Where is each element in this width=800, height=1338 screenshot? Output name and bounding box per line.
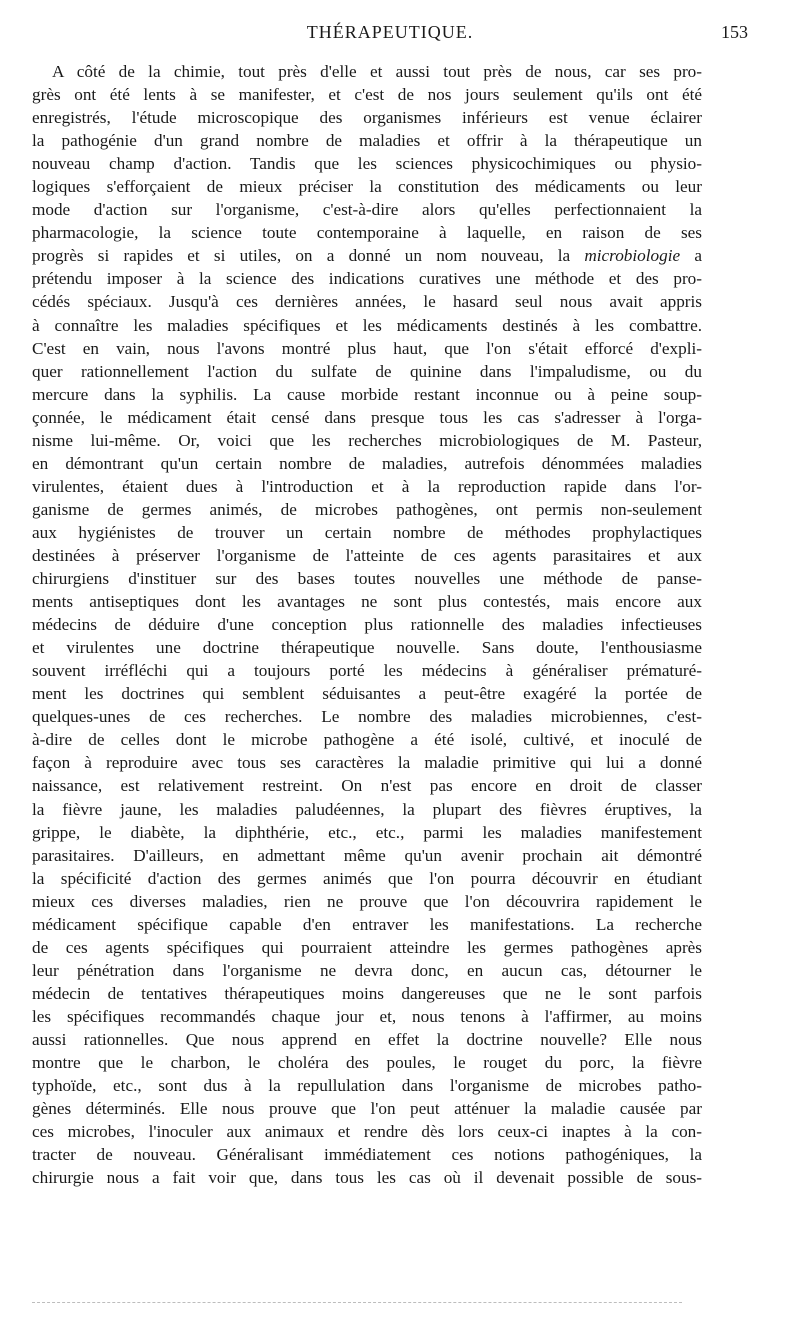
text-line: mode d'action sur l'organisme, c'est-à-dire alors qu'elles perfectionnaient la <box>32 200 702 220</box>
text-line: çonnée, le médicament était censé dans presque tous les cas s'adresser à l'orga- <box>32 407 702 427</box>
text-line: nouveau champ d'action. Tandis que les sciences physicochimiques ou physio- <box>32 154 702 174</box>
text-line: façon à reproduire avec tous ses caractères la maladie primitive qui lui a donné <box>32 753 702 773</box>
text-line: virulentes, étaient dues à l'introduction et à la reproduction rapide dans l'or- <box>32 476 702 496</box>
footer-rule <box>32 1302 682 1303</box>
text-line: la pathogénie d'un grand nombre de maladies et offrir à la thérapeutique un <box>32 131 702 151</box>
text-line: montre que le charbon, le choléra des poules, le rouget du porc, la fièvre <box>32 1053 702 1073</box>
text-line: logiques s'efforçaient de mieux préciser la constitution des médicaments ou leur <box>32 177 702 197</box>
running-header <box>40 16 748 44</box>
text-line: grippe, le diabète, la diphthérie, etc., etc., parmi les maladies manifestement <box>32 822 702 842</box>
text-line: de ces agents spécifiques qui pourraient atteindre les germes pathogènes après <box>32 937 702 957</box>
text-line: typhoïde, etc., sont dus à la repullulation dans l'organisme de microbes patho- <box>32 1076 702 1096</box>
text-line: gènes déterminés. Elle nous prouve que l'on peut atténuer la maladie causée par <box>32 1099 702 1119</box>
text-line: cédés spéciaux. Jusqu'à ces dernières années, le hasard seul nous avait appris <box>32 292 702 312</box>
text-line: quelques-unes de ces recherches. Le nombre des maladies microbiennes, c'est- <box>32 707 702 727</box>
text-line: enregistrés, l'étude microscopique des organismes inférieurs est venue éclairer <box>32 108 702 128</box>
text-line: leur pénétration dans l'organisme ne devra donc, en aucun cas, détourner le <box>32 960 702 980</box>
text-line: chirurgiens d'instituer sur des bases toutes nouvelles une méthode de panse- <box>32 569 702 589</box>
text-line: en démontrant qu'un certain nombre de maladies, autrefois dénommées maladies <box>32 453 702 473</box>
text-line: ment les doctrines qui semblent séduisantes a peut-être exagéré la portée de <box>32 684 702 704</box>
text-line: aux hygiénistes de trouver un certain nombre de méthodes prophylactiques <box>32 522 702 542</box>
text-line: la spécificité d'action des germes animés que l'on pourra découvrir en étudiant <box>32 868 702 888</box>
text-line: ces microbes, l'inoculer aux animaux et rendre dès lors ceux-ci inaptes à la con- <box>32 1122 702 1142</box>
text-line: à connaître les maladies spécifiques et les médicaments destinés à les combattre. <box>32 315 702 335</box>
text-line: grès ont été lents à se manifester, et c'est de nos jours seulement qu'ils ont été <box>32 85 702 105</box>
text-line: les spécifiques recommandés chaque jour et, nous tenons à l'affirmer, au moins <box>32 1006 702 1026</box>
text-line: destinées à préserver l'organisme de l'atteinte de ces agents parasitaires et aux <box>32 545 702 565</box>
text-line: médecin de tentatives thérapeutiques moins dangereuses que ne le sont parfois <box>32 983 702 1003</box>
text-line: nisme lui-même. Or, voici que les recherches microbiologiques de M. Pasteur, <box>32 430 702 450</box>
text-line: A côté de la chimie, tout près d'elle et aussi tout près de nous, car ses pro- <box>52 62 702 81</box>
text-line: ments antiseptiques dont les avantages ne sont plus contestés, mais encore aux <box>32 592 702 612</box>
text-line: ganisme de germes animés, de microbes pathogènes, ont permis non-seulement <box>32 499 702 519</box>
text-line: chirurgie nous a fait voir que, dans tous les cas où il devenait possible de sous- <box>32 1168 702 1188</box>
text-line: parasitaires. D'ailleurs, en admettant même qu'un avenir prochain ait démontré <box>32 845 702 865</box>
text-line: médecins de déduire d'une conception plus rationnelle des maladies infectieuses <box>32 615 702 635</box>
text-line: mieux ces diverses maladies, rien ne prouve que l'on découvrira rapidement le <box>32 891 702 911</box>
text-line: quer rationnellement l'action du sulfate de quinine dans l'impaludisme, ou du <box>32 361 702 381</box>
text-line: aussi rationnelles. Que nous apprend en effet la doctrine nouvelle? Elle nous <box>32 1029 702 1049</box>
text-line: mercure dans la syphilis. La cause morbide restant inconnue ou à peine soup- <box>32 384 702 404</box>
text-line: prétendu imposer à la science des indications curatives une méthode et des pro- <box>32 269 702 289</box>
body-text <box>32 60 702 1189</box>
emphasized-term: microbiologie <box>584 246 681 266</box>
text-line: tracter de nouveau. Généralisant immédiatement ces notions pathogéniques, la <box>32 1145 702 1165</box>
text-line: naissance, est relativement restreint. On n'est pas encore en droit de classer <box>32 776 702 796</box>
text-line: et virulentes une doctrine thérapeutique nouvelle. Sans doute, l'enthousiasme <box>32 638 702 658</box>
text-line: pharmacologie, la science toute contemporaine à laquelle, en raison de ses <box>32 223 702 243</box>
text-line: souvent irréfléchi qui a toujours porté les médecins à généraliser prématuré- <box>32 661 702 681</box>
text-line: la fièvre jaune, les maladies paludéennes, la plupart des fièvres éruptives, la <box>32 799 702 819</box>
text-line: à-dire de celles dont le microbe pathogène a été isolé, cultivé, et inoculé de <box>32 730 702 750</box>
running-title: THÉRAPEUTIQUE. <box>306 22 474 42</box>
text-line: C'est en vain, nous l'avons montré plus haut, que l'on s'était efforcé d'expli- <box>32 338 702 358</box>
text-line: médicament spécifique capable d'en entraver les manifestations. La recherche <box>32 914 702 934</box>
text-line: progrès si rapides et si utiles, on a donné un nom nouveau, la microbiologie a <box>32 246 702 266</box>
page-number: 153 <box>721 22 748 42</box>
